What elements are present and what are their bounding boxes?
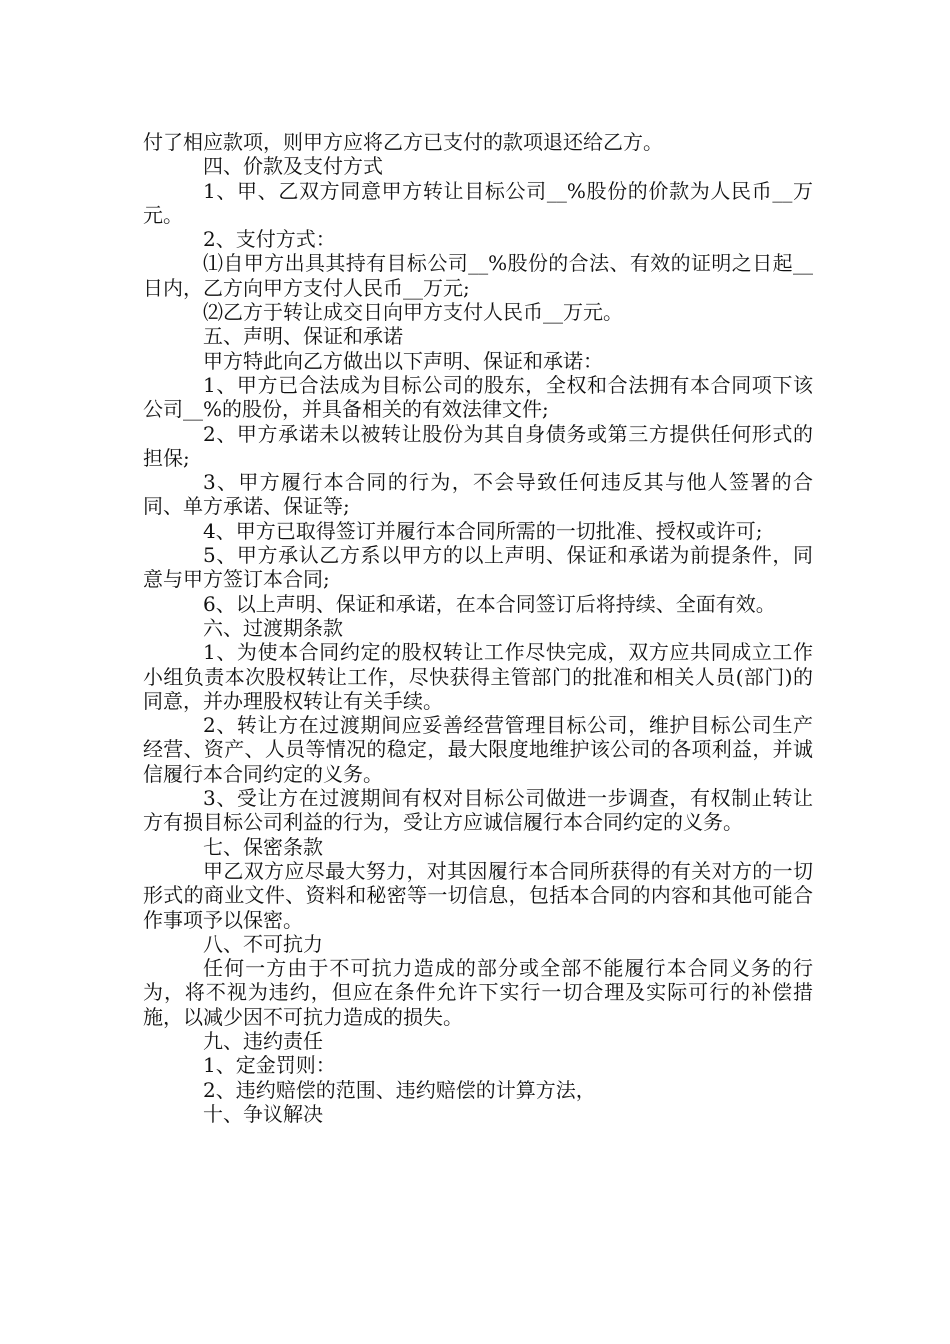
clause-price: 1、甲、乙双方同意甲方转让目标公司__%股份的价款为人民币__万元。 <box>143 178 813 227</box>
clause-representation-1: 1、甲方已合法成为目标公司的股东，全权和合法拥有本合同项下该公司__%的股份，并具备相关的有效法律文件; <box>143 372 813 422</box>
section-heading-force-majeure: 八、不可抗力 <box>203 931 323 956</box>
paragraph-continuation: 付了相应款项，则甲方应将乙方已支付的款项退还给乙方。 <box>143 130 663 154</box>
clause-payment-item-2: ⑵乙方于转让成交日向甲方支付人民币__万元。 <box>203 300 623 325</box>
section-heading-liability: 九、违约责任 <box>203 1028 323 1053</box>
document-body <box>143 130 813 1126</box>
clause-confidentiality: 甲乙双方应尽最大努力，对其因履行本合同所获得的有关对方的一切形式的商业文件、资料和秘密等一切信息，包括本合同的内容和其他可能合作事项予以保密。 <box>143 858 813 932</box>
clause-transition-1: 1、为使本合同约定的股权转让工作尽快完成，双方应共同成立工作小组负责本次股权转让工作，尽快获得主管部门的批准和相关人员(部门)的同意，并办理股权转让有关手续。 <box>143 640 813 713</box>
clause-representation-4: 4、甲方已取得签订并履行本合同所需的一切批准、授权或许可; <box>203 518 763 543</box>
section-heading-price-payment: 四、价款及支付方式 <box>203 154 383 179</box>
section-heading-dispute: 十、争议解决 <box>203 1101 323 1126</box>
clause-representation-5: 5、甲方承认乙方系以甲方的以上声明、保证和承诺为前提条件，同意与甲方签订本合同; <box>143 543 813 592</box>
clause-transition-2: 2、转让方在过渡期间应妥善经营管理目标公司，维护目标公司生产经营、资产、人员等情况的稳定，最大限度地维护该公司的各项利益，并诚信履行本合同约定的义务。 <box>143 713 813 786</box>
section-heading-confidentiality: 七、保密条款 <box>203 834 323 859</box>
clause-payment-item-1: ⑴自甲方出具其持有目标公司__%股份的合法、有效的证明之日起__日内，乙方向甲方支付人民币__万元; <box>143 251 813 300</box>
section-heading-transition: 六、过渡期条款 <box>203 615 343 640</box>
clause-liability-1: 1、定金罚则： <box>203 1053 336 1078</box>
clause-representations-intro: 甲方特此向乙方做出以下声明、保证和承诺： <box>203 348 603 373</box>
section-heading-representations: 五、声明、保证和承诺 <box>203 324 403 349</box>
clause-representation-2: 2、甲方承诺未以被转让股份为其自身债务或第三方提供任何形式的担保; <box>143 421 813 470</box>
clause-liability-2: 2、违约赔偿的范围、违约赔偿的计算方法， <box>203 1077 596 1102</box>
clause-representation-3: 3、甲方履行本合同的行为，不会导致任何违反其与他人签署的合同、单方承诺、保证等; <box>143 470 813 519</box>
clause-transition-3: 3、受让方在过渡期间有权对目标公司做进一步调查，有权制止转让方有损目标公司利益的行为，受让方应诚信履行本合同约定的义务。 <box>143 786 813 835</box>
clause-payment-method: 2、支付方式： <box>203 227 336 252</box>
clause-force-majeure: 任何一方由于不可抗力造成的部分或全部不能履行本合同义务的行为，将不视为违约，但应在条件允许下实行一切合理及实际可行的补偿措施，以减少因不可抗力造成的损失。 <box>143 956 813 1029</box>
clause-representation-6: 6、以上声明、保证和承诺，在本合同签订后将持续、全面有效。 <box>203 591 776 616</box>
